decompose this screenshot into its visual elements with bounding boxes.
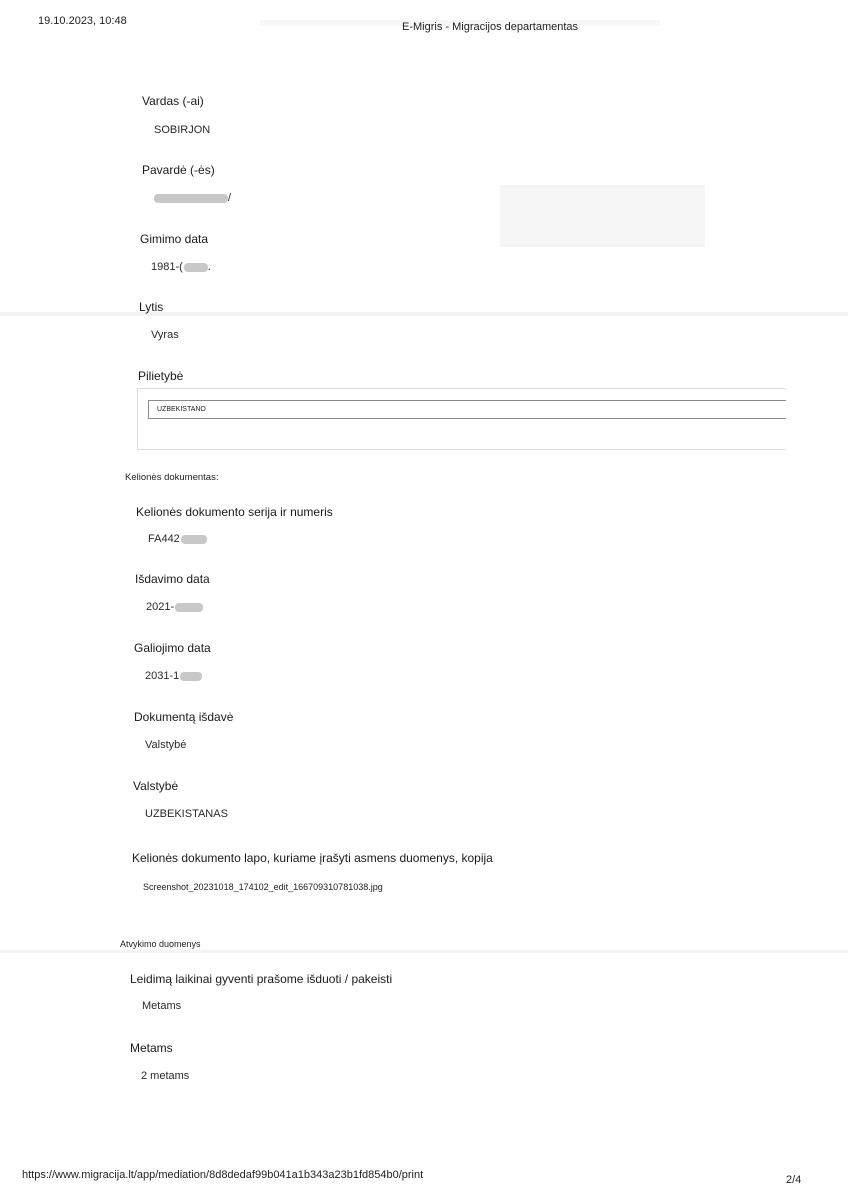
document-copy-file-link[interactable]: Screenshot_20231018_174102_edit_166709310781038.jpg <box>143 882 383 892</box>
years-label: Metams <box>130 1041 173 1055</box>
expiry-date-value: 2031-1 <box>145 670 202 682</box>
document-number-label: Kelionės dokumento serija ir numeris <box>136 505 333 519</box>
birth-date-label: Gimimo data <box>140 232 209 246</box>
arrival-section-title: Atvykimo duomenys <box>120 939 201 949</box>
first-name-value: SOBIRJON <box>154 124 211 136</box>
state-label: Valstybė <box>133 779 179 793</box>
citizenship-select[interactable] <box>137 388 786 450</box>
years-value: 2 metams <box>141 1070 190 1082</box>
issued-by-label: Dokumentą išdavė <box>134 710 234 724</box>
redaction-mark <box>180 672 202 681</box>
birth-date-value: 1981-( . <box>151 261 211 273</box>
redaction-mark <box>184 263 208 272</box>
gender-label: Lytis <box>139 300 164 314</box>
state-value: UZBEKISTANAS <box>145 808 228 820</box>
gender-value: Vyras <box>151 329 179 341</box>
issued-by-value: Valstybė <box>145 739 187 751</box>
scan-artifact <box>0 312 848 316</box>
page-title: E-Migris - Migracijos departamentas <box>402 21 579 33</box>
redaction-mark <box>181 535 207 544</box>
page-number: 2/4 <box>786 1174 802 1186</box>
document-number-value: FA442 <box>148 533 207 545</box>
issue-date-value: 2021- <box>146 601 203 613</box>
document-copy-label: Kelionės dokumento lapo, kuriame įrašyti asmens duomenys, kopija <box>132 851 493 865</box>
redaction-mark <box>154 194 228 203</box>
last-name-value: / <box>153 192 231 204</box>
permit-value: Metams <box>142 1000 182 1012</box>
citizenship-select-value[interactable]: UZBEKISTANO <box>148 400 786 419</box>
print-datetime: 19.10.2023, 10:48 <box>38 15 127 27</box>
last-name-label: Pavardė (-ės) <box>142 163 215 177</box>
page-url: https://www.migracija.lt/app/mediation/8d8dedaf99b041a1b343a23b1fd854b0/print <box>22 1169 424 1181</box>
citizenship-label: Pilietybė <box>138 369 184 383</box>
permit-label: Leidimą laikinai gyventi prašome išduoti / pakeisti <box>130 972 393 986</box>
redaction-mark <box>175 603 203 612</box>
travel-document-section-title: Kelionės dokumentas: <box>125 472 219 483</box>
scan-artifact <box>500 185 705 247</box>
first-name-label: Vardas (-ai) <box>142 94 204 108</box>
expiry-date-label: Galiojimo data <box>134 641 211 655</box>
scan-artifact <box>0 950 848 953</box>
issue-date-label: Išdavimo data <box>135 572 210 586</box>
